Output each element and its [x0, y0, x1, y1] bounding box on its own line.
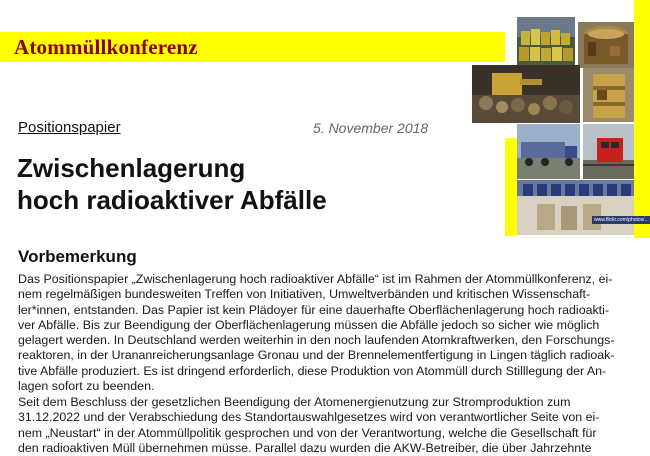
text-line: nem „Neustart“ in der Atommüllpolitik gesprochen und von der Verantwortung, welche die Gesellschaft für	[18, 425, 597, 440]
photo-excavator-drums	[472, 65, 580, 123]
text-line: ler*innen, entstanden. Das Papier ist kein Plädoyer für eine dauerhafte Oberflächenlagerung hoch radioakti-	[18, 302, 609, 317]
decorative-bar-right	[634, 0, 650, 238]
title-line: Zwischenlagerung	[17, 153, 246, 183]
photo-storage-hall	[517, 180, 634, 235]
text-line: den radioaktiven Müll übernehmen müsse. Parallel dazu wurden die AKW-Betreiber, die über Jahrzehnte	[18, 440, 592, 455]
document-title	[17, 152, 327, 216]
text-line: lagen sofort zu beenden.	[18, 379, 155, 394]
text-line: gelagert werden. In Deutschland werden weiterhin in den noch laufenden Atomkraftwerken, den Forschungs-	[18, 333, 615, 348]
text-line: nem regelmäßigen bundesweiten Treffen von Initiativen, Umweltverbänden und kritischen Wissenschaft-	[18, 287, 591, 302]
photo-drum-closeup	[583, 68, 634, 122]
text-line: Das Positionspapier „Zwischenlagerung hoch radioaktiver Abfälle“ ist im Rahmen der Atommüllkonferenz, ei-	[18, 272, 613, 286]
text-line: ver Abfälle. Bis zur Beendigung der Oberflächenlagerung müssen die Abfälle jedoch so sicher wie möglich	[18, 317, 600, 332]
text-line: Seit dem Beschluss der gesetzlichen Beendigung der Atomenergienutzung zur Stromproduktion zum	[18, 395, 571, 409]
document-type-label: Positionspapier	[18, 119, 121, 136]
paragraph-intro	[18, 272, 633, 394]
section-heading: Vorbemerkung	[18, 247, 137, 266]
document-date: 5. November 2018	[313, 120, 429, 136]
decorative-bar-left	[505, 138, 517, 236]
site-title[interactable]: Atommüllkonferenz	[14, 35, 198, 59]
text-line: tive Abfälle produziert. Es ist dringend erforderlich, diese Produktion von Atommüll durch Stilllegung der An-	[18, 363, 607, 378]
photo-watermark: www.flickr.com/photos/...	[594, 217, 649, 223]
text-line: 31.12.2022 und der Verabschiedung des Standortauswahlgesetzes wird von verantwortlicher Seite von ei-	[18, 410, 600, 425]
photo-rusty-drum	[578, 22, 634, 68]
text-line: reaktoren, in der Urananreicherungsanlage Gronau und der Brennelementfertigung in Lingen täglich radioak-	[18, 348, 615, 363]
photo-barrels-stacked	[517, 17, 575, 65]
paragraph-context	[18, 395, 633, 456]
photo-transport-truck	[517, 124, 580, 179]
photo-train	[583, 124, 634, 179]
title-line: hoch radioaktiver Abfälle	[17, 185, 327, 215]
